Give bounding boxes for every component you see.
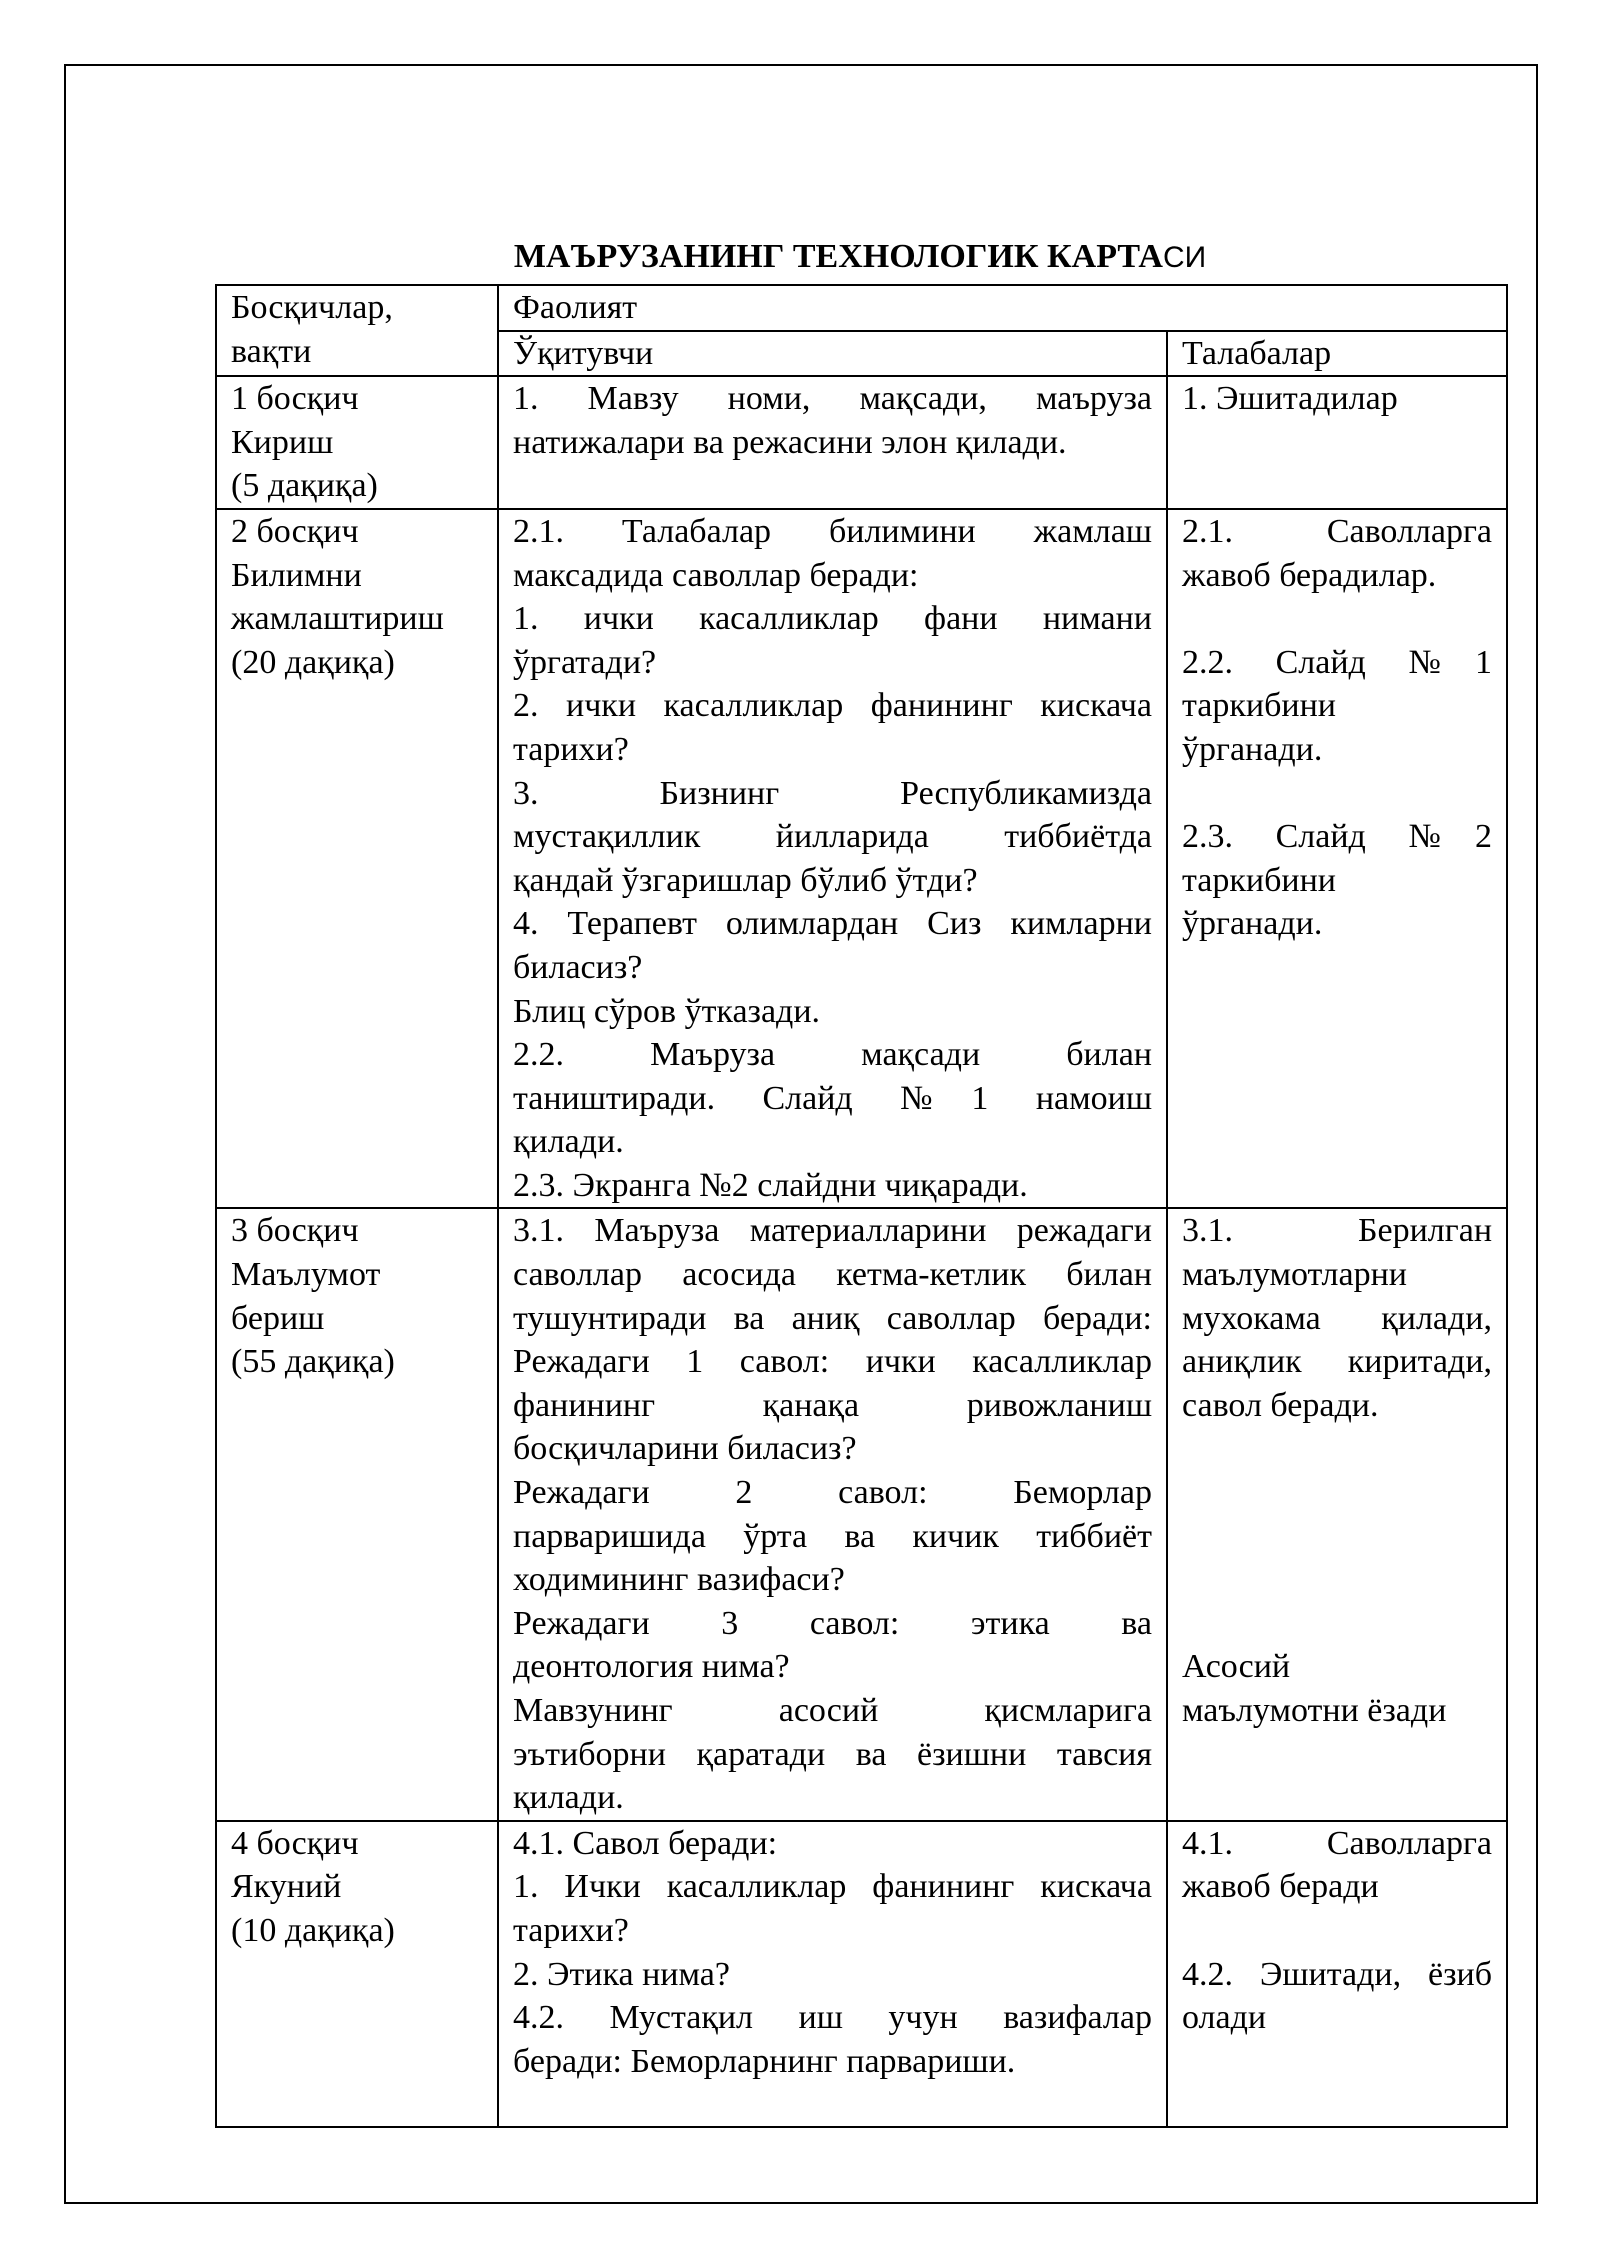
stage-cell bbox=[216, 1821, 498, 2127]
stage-line: 4 босқич bbox=[231, 1824, 359, 1862]
teacher-line: 1. Ички касалликлар фанининг кискача bbox=[513, 1868, 1152, 1906]
stage-line: Маълумот bbox=[231, 1256, 381, 1294]
students-cell bbox=[1167, 376, 1507, 509]
stage-row-4 bbox=[216, 1821, 1507, 2127]
students-line: жавоб берадилар. bbox=[1182, 556, 1437, 594]
students-line: маълумотни ёзади bbox=[1182, 1692, 1447, 1729]
teacher-line: 4.2. Мустақил иш учун вазифалар bbox=[513, 1999, 1152, 2037]
teacher-line: Режадаги 1 савол: ички касалликлар bbox=[513, 1343, 1152, 1381]
stage-line: 2 босқич bbox=[231, 512, 359, 550]
stage-cell bbox=[216, 1208, 498, 1820]
teacher-line: парваришида ўрта ва кичик тиббиёт bbox=[513, 1517, 1152, 1555]
teacher-line: 2. Этика нима? bbox=[513, 1955, 730, 1993]
stage-line: 3 босқич bbox=[231, 1212, 359, 1250]
title-tail: СИ bbox=[1162, 241, 1207, 274]
stage-line: Кириш bbox=[231, 423, 334, 461]
students-line: 4.1. Саволларга bbox=[1182, 1824, 1493, 1862]
teacher-line: Мавзунинг асосий қисмларига bbox=[513, 1692, 1152, 1729]
students-line: 4.2. Эшитади, ёзиб bbox=[1182, 1955, 1493, 1993]
blank-line bbox=[1182, 1558, 1492, 1602]
students-line: 2.1. Саволларга bbox=[1182, 512, 1493, 550]
students-line: мухокама қилади, bbox=[1182, 1299, 1493, 1337]
students-line: таркибини bbox=[1182, 687, 1336, 725]
stage-line: (10 дақиқа) bbox=[231, 1911, 395, 1949]
document-title bbox=[215, 238, 1505, 276]
header-activity-cell bbox=[498, 285, 1507, 331]
teacher-line: 2.1. Талабалар билимини жамлаш bbox=[513, 512, 1152, 550]
header-stage-cell bbox=[216, 285, 498, 376]
header-teacher-cell bbox=[498, 331, 1167, 377]
stage-cell bbox=[216, 376, 498, 509]
teacher-line: 4.1. Савол беради: bbox=[513, 1824, 778, 1862]
students-line: 3.1. Берилган bbox=[1182, 1212, 1493, 1250]
teacher-line: босқичларини биласиз? bbox=[513, 1430, 857, 1468]
stage-line: Якуний bbox=[231, 1868, 342, 1906]
stage-row-1 bbox=[216, 376, 1507, 509]
blank-line bbox=[1182, 1515, 1492, 1559]
students-cell bbox=[1167, 509, 1507, 1209]
students-line: жавоб беради bbox=[1182, 1868, 1379, 1906]
teacher-line: Режадаги 2 савол: Беморлар bbox=[513, 1474, 1152, 1512]
teacher-cell bbox=[498, 509, 1167, 1209]
teacher-line: ўргатади? bbox=[513, 643, 657, 681]
teacher-cell bbox=[498, 1821, 1167, 2127]
teacher-cell bbox=[498, 376, 1167, 509]
stage-cell bbox=[216, 509, 498, 1209]
students-line: ўрганади. bbox=[1182, 730, 1323, 768]
teacher-line: 3.1. Маъруза материалларини режадаги bbox=[513, 1212, 1152, 1250]
header-teacher: Ўқитувчи bbox=[513, 334, 654, 372]
teacher-line: беради: Беморларнинг парвариши. bbox=[513, 2042, 1016, 2080]
teacher-line: қилади. bbox=[513, 1779, 624, 1817]
stage-line: бериш bbox=[231, 1299, 325, 1337]
blank-line bbox=[1182, 1427, 1492, 1471]
teacher-line: 2. ички касалликлар фанининг кискача bbox=[513, 687, 1152, 725]
stage-line: (55 дақиқа) bbox=[231, 1343, 395, 1381]
teacher-line: фанининг қанақа ривожланиш bbox=[513, 1386, 1152, 1424]
teacher-line: мустақиллик йилларида тиббиётда bbox=[513, 818, 1152, 856]
stage-line: (20 дақиқа) bbox=[231, 643, 395, 681]
teacher-line: максадида саволлар беради: bbox=[513, 556, 919, 594]
blank-line bbox=[1182, 772, 1492, 816]
technology-card-table bbox=[215, 284, 1508, 2128]
teacher-line: Режадаги 3 савол: этика ва bbox=[513, 1604, 1152, 1642]
stage-row-2 bbox=[216, 509, 1507, 1209]
students-line: 2.2. Слайд №1 bbox=[1182, 643, 1493, 681]
teacher-line: қилади. bbox=[513, 1123, 624, 1161]
teacher-line: саволлар асосида кетма-кетлик билан bbox=[513, 1256, 1152, 1294]
blank-line bbox=[1182, 1909, 1492, 1953]
stage-line: (5 дақиқа) bbox=[231, 467, 378, 505]
header-row-1 bbox=[216, 285, 1507, 331]
teacher-line: 3. Бизнинг Республикамизда bbox=[513, 774, 1152, 812]
header-students-cell bbox=[1167, 331, 1507, 377]
students-line: 2.3. Слайд №2 bbox=[1182, 818, 1493, 856]
students-line: олади bbox=[1182, 1999, 1267, 2037]
teacher-line: қандай ўзгаришлар бўлиб ўтди? bbox=[513, 861, 978, 899]
teacher-line: деонтология нима? bbox=[513, 1648, 790, 1686]
teacher-line: тарихи? bbox=[513, 730, 629, 768]
students-cell bbox=[1167, 1821, 1507, 2127]
students-line: 1. Эшитадилар bbox=[1182, 380, 1398, 418]
students-line: савол беради. bbox=[1182, 1386, 1379, 1424]
students-line: маълумотларни bbox=[1182, 1256, 1408, 1294]
teacher-line: 1. Мавзу номи, мақсади, маъруза bbox=[513, 380, 1152, 418]
teacher-line: Блиц сўров ўтказади. bbox=[513, 992, 821, 1030]
header-activity: Фаолият bbox=[513, 289, 638, 326]
blank-line bbox=[1182, 1602, 1492, 1646]
students-cell bbox=[1167, 1208, 1507, 1820]
header-stage-line: вақти bbox=[231, 332, 312, 370]
teacher-line: биласиз? bbox=[513, 948, 643, 986]
stage-line: жамлаштириш bbox=[231, 600, 444, 638]
teacher-line: тарихи? bbox=[513, 1911, 629, 1949]
stage-row-3 bbox=[216, 1208, 1507, 1820]
header-students: Талабалар bbox=[1182, 334, 1332, 372]
stage-line: Билимни bbox=[231, 556, 362, 594]
teacher-line: таништиради. Слайд №1 намоиш bbox=[513, 1079, 1152, 1117]
students-line: ўрганади. bbox=[1182, 905, 1323, 943]
teacher-line: 2.3. Экранга №2 слайдни чиқаради. bbox=[513, 1166, 1028, 1204]
teacher-cell bbox=[498, 1208, 1167, 1820]
teacher-line: 4. Терапевт олимлардан Сиз кимларни bbox=[513, 905, 1152, 943]
students-line: таркибини bbox=[1182, 861, 1336, 899]
blank-line bbox=[1182, 1471, 1492, 1515]
teacher-line: ходимининг вазифаси? bbox=[513, 1561, 845, 1599]
teacher-line: 2.2. Маъруза мақсади билан bbox=[513, 1036, 1152, 1074]
students-line: Асосий bbox=[1182, 1648, 1291, 1686]
stage-line: 1 босқич bbox=[231, 380, 359, 418]
blank-line bbox=[1182, 597, 1492, 641]
title-main: МАЪРУЗАНИНГ ТЕХНОЛОГИК КАРТА bbox=[513, 238, 1163, 275]
teacher-line: эътиборни қаратади ва ёзишни тавсия bbox=[513, 1735, 1152, 1773]
teacher-line: 1. ички касалликлар фани нимани bbox=[513, 600, 1152, 638]
teacher-line: тушунтиради ва аниқ саволлар беради: bbox=[513, 1299, 1152, 1337]
header-stage-line: Босқичлар, bbox=[231, 289, 393, 326]
students-line: аниқлик киритади, bbox=[1182, 1343, 1493, 1381]
teacher-line: натижалари ва режасини элон қилади. bbox=[513, 423, 1067, 461]
